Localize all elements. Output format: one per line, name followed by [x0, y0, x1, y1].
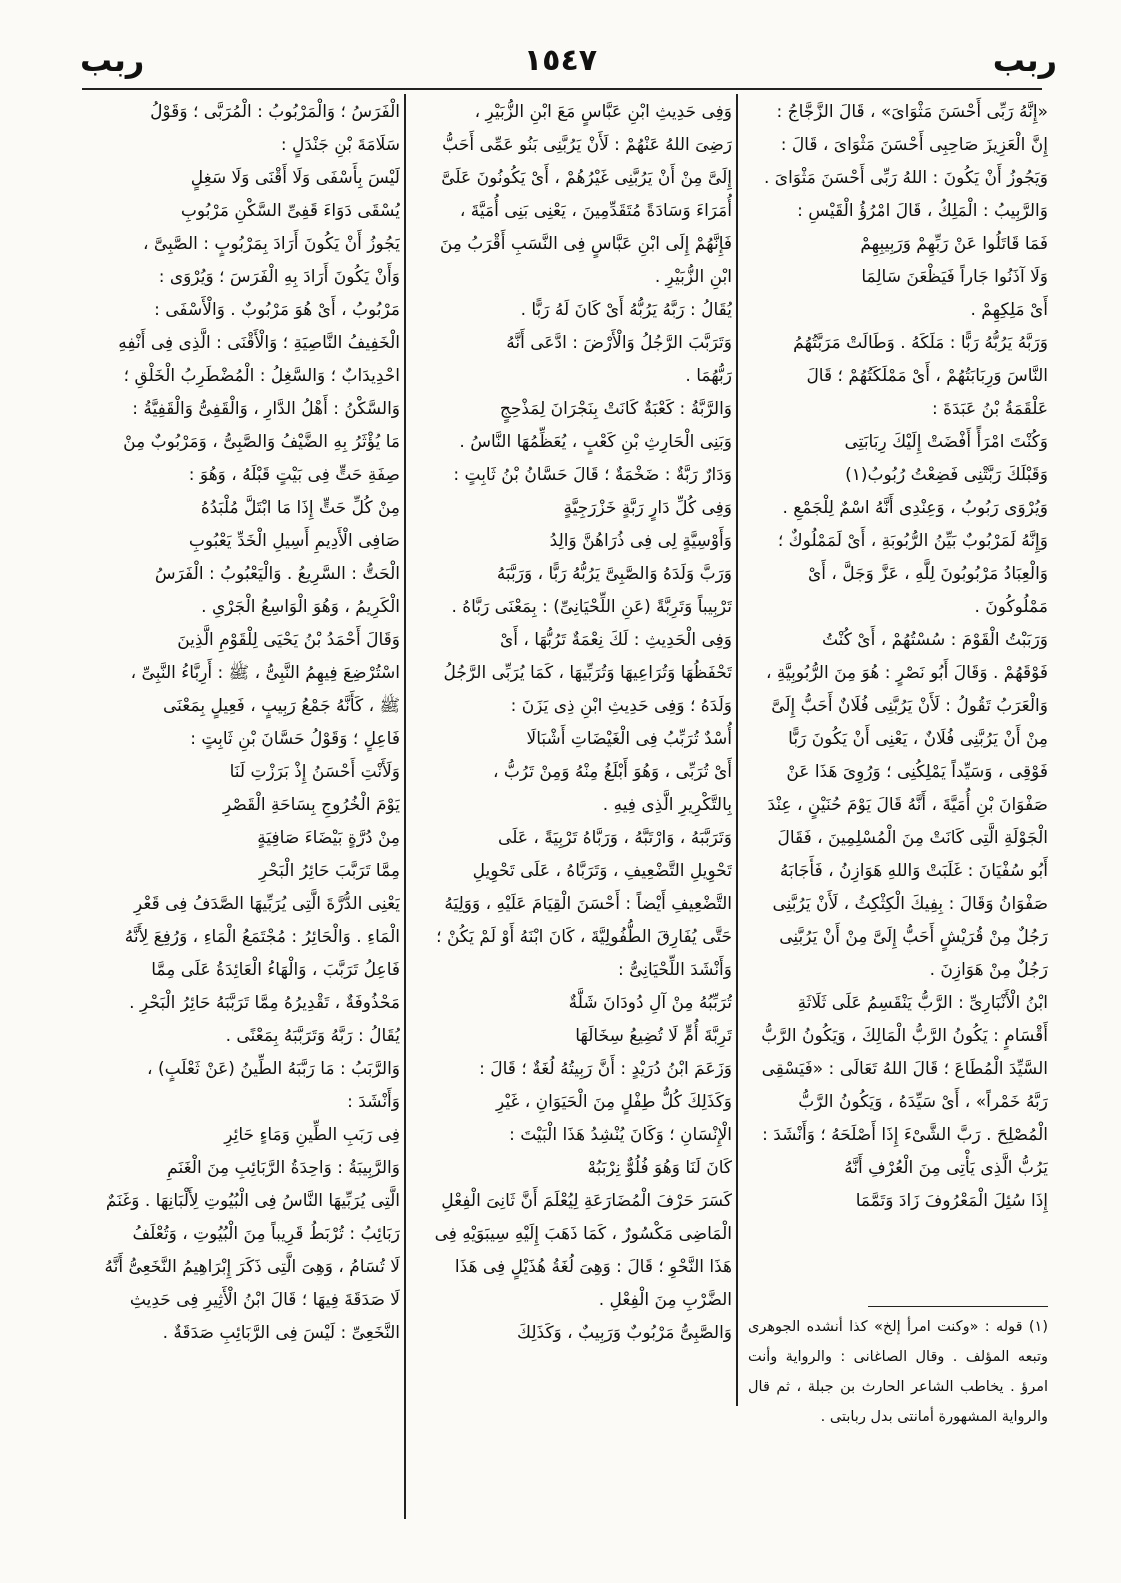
text-line: مِمَّا تَرَبَّبَ حَائِرُ الْبَحْرِ: [258, 861, 400, 881]
text-line: وَأَنْشَدَ :: [347, 1092, 400, 1112]
text-line: رَجُلٌ مِنْ هَوَازِنَ .: [929, 960, 1048, 980]
text-line: الْجَوْلَةِ الَّتِى كَانَتْ مِنَ الْمُسْلِمِينَ ، فَقَالَ: [777, 828, 1048, 848]
text-line: مَرْبُوبُ ، أَىْ هُوَ مَرْبُوبٌ . وَالْأَسْفَى :: [154, 300, 400, 320]
text-line: بِالتَّكْرِيرِ الَّذِى فِيهِ .: [602, 795, 732, 815]
text-line: كَسَرَ حَرْفَ الْمُضَارَعَةِ لِيُعْلَمَ أَنَّ ثَانِىَ الْفِعْلِ: [441, 1191, 732, 1211]
text-line: مَحْذُوفَةٌ ، تَقْدِيرُهُ مِمَّا تَرَبَّبَهُ حَائِرُ الْبَحْرِ .: [129, 993, 400, 1013]
text-line: فَوْقِى ، وَسَيِّداً يَمْلِكُنِى ؛ وَرُوِىَ هَذَا عَنْ: [786, 762, 1048, 782]
text-line: النَّخَعِىِّ : لَيْسَ فِى الرَّبَائِبِ صَدَقَةٌ .: [162, 1323, 400, 1343]
text-line: إِلَىَّ مِنْ أَنْ يَرُبَّنِى غَيْرُهُمْ ، أَىْ يَكُونُونَ عَلَىَّ: [441, 168, 732, 188]
text-line: رَبَائِبُ : تُرْبَطُ قَرِيباً مِنَ الْبُيُوتِ ، وَتُعْلَفُ: [132, 1224, 400, 1244]
text-line: وَالْعِبَادُ مَرْبُوبُونَ لِلَّهِ ، عَزَّ وَجَلَّ ، أَىْ: [807, 564, 1048, 584]
text-line: لَا صَدَقَةَ فِيهَا ؛ قَالَ ابْنُ الْأَثِيرِ فِى حَدِيثِ: [129, 1290, 400, 1310]
footnote-text: (١) قوله : «وكنت امرأ إلخ» كذا أنشده الجوهرى وتبعه المؤلف . وقال الصاغانى : والرواية وأنت امرؤ . يخاطب الشاعر الحارث بن جبلة ، ثم قال والرواية المشهورة أمانتى بدل ربابتى .: [748, 1319, 1048, 1425]
text-line: الْمَاءِ . وَالْحَائِرُ : مُجْتَمَعُ الْمَاءِ ، وَرُفِعَ لِأَنَّهُ: [124, 927, 400, 947]
text-line: تَرْبِيباً وَتَرِبَّةً (عَنِ اللِّحْيَانِىِّ) : بِمَعْنَى رَبَّاهُ .: [451, 597, 732, 617]
text-line: «إِنَّهُ رَبِّى أَحْسَنَ مَثْوَاىَ» ، قَالَ الزَّجَّاجُ :: [776, 102, 1048, 122]
text-column-right: [748, 96, 1048, 1306]
text-line: وَرَبَّ وَلَدَهُ وَالصَّبِىَّ يَرُبُّهُ رَبًّا ، وَرَبَّبَهُ: [496, 564, 732, 584]
header-root-word-right: ربب: [992, 41, 1057, 79]
text-line: فَاعِلُ تَرَبَّبَ ، وَالْهَاءُ الْعَائِدَةُ عَلَى مِمَّا: [151, 960, 400, 980]
text-line: حَتَّى يُفَارِقَ الطُّفُولِيَّةَ ، كَانَ ابْنَهُ أَوْ لَمْ يَكُنْ ؛: [436, 927, 732, 947]
footnote: [748, 1312, 1048, 1432]
header-root-word-left: ربب: [80, 41, 145, 79]
text-line: وَالْعَرَبُ تَقُولُ : لَأَنْ يَرُبَّنِى فُلَانٌ أَحَبُّ إِلَىَّ: [771, 696, 1048, 716]
text-line: إِذَا سُئِلَ الْمَعْرُوفَ زَادَ وَتَمَّمَا: [855, 1191, 1048, 1211]
text-line: صَافِى الْأَدِيمِ أَسِيلِ الْخَدِّ يَعْبُوبِ: [188, 531, 400, 551]
text-line: وَالصَّبِىُّ مَرْبُوبٌ وَرَبِيبٌ ، وَكَذَلِكَ: [517, 1323, 732, 1343]
text-line: رَبَّهُ خَمْراً» ، أَىْ سَيِّدَهُ ، وَيَكُونُ الرَّبُّ: [798, 1092, 1048, 1112]
text-line: ابْنِ الزُّبَيْرِ .: [654, 267, 732, 287]
text-line: وَقَبْلَكَ رَبَّتْنِى فَضِعْتُ رُبُوبُ(١): [845, 465, 1048, 485]
text-line: وَالسَّكْنُ : أَهْلُ الدَّارِ ، وَالْقَفِىُّ وَالْقَفِيَّةُ :: [132, 399, 400, 419]
text-line: يَعْنِى الدُّرَّةَ الَّتِى يُرَبِّيهَا الصَّدَفُ فِى قَعْرِ: [134, 894, 400, 914]
text-line: هَذَا النَّحْوِ ؛ قَالَ : وَهِىَ لُغَةُ هُذَيْلٍ فِى هَذَا: [454, 1257, 732, 1277]
text-line: وَلَدَهُ ؛ وَفِى حَدِيثِ ابْنِ ذِى يَزَنَ :: [510, 696, 732, 716]
text-line: كَانَ لَنَا وَهُوَ فُلُوٌّ نِرْبَبُهْ: [587, 1158, 732, 1178]
text-line: التَّضْعِيفِ أَيْضاً : أَحْسَنَ الْقِيَامَ عَلَيْهِ ، وَوَلِيَهُ: [444, 894, 732, 914]
text-line: عَلْقَمَةُ بْنُ عَبَدَةَ :: [931, 399, 1048, 419]
text-line: الَّتِى يُرَبِّيهَا النَّاسُ فِى الْبُيُوتِ لِأَلْبَانِهَا . وَغَنَمٌ: [105, 1191, 400, 1211]
text-line: وَفِى حَدِيثِ ابْنِ عَبَّاسٍ مَعَ ابْنِ الزُّبَيْرِ ،: [474, 102, 732, 122]
text-line: فَوْقَهُمْ . وَقَالَ أَبُو نَصْرٍ : هُوَ مِنَ الرُّبُوبِيَّةِ ،: [766, 663, 1048, 683]
text-line: فَاعِلٍ ؛ وَقَوْلُ حَسَّانَ بْنِ ثَابِتٍ :: [190, 729, 400, 749]
text-column-middle: [414, 96, 732, 1526]
text-line: وَرَبَبْتُ الْقَوْمَ : سُسْتُهُمْ ، أَىْ كُنْتُ: [821, 630, 1048, 650]
text-line: أُسْدٌ تُرَبِّبُ فِى الْغَيْضَاتِ أَشْبَالَا: [526, 729, 732, 749]
text-line: اسْتُرْضِعَ فِيهِمُ النَّبِىُّ ، ﷺ : أَرِبَّاءُ النَّبِىِّ ،: [130, 663, 400, 683]
text-line: تُرَبِّبُهُ مِنْ آلِ دُودَانَ شَلَّةٌ: [568, 993, 732, 1013]
text-line: وَيَجُوزُ أَنْ يَكُونَ : اللهُ رَبِّى أَحْسَنَ مَثْوَاىَ .: [763, 168, 1048, 188]
text-line: مِنْ دُرَّةٍ بَيْضَاءَ صَافِيَةٍ: [257, 828, 400, 848]
text-line: وَتَرَبَّبَ الرَّجُلُ وَالْأَرْضَ : ادَّعَى أَنَّهُ: [506, 333, 732, 353]
text-line: مَا يُؤْثَرُ بِهِ الضَّيْفُ وَالصَّبِىُّ ، وَمَرْبُوبٌ مِنْ: [123, 432, 400, 452]
text-line: وَفِى الْحَدِيثِ : لَكَ نِعْمَةٌ تَرُبُّهَا ، أَىْ: [499, 630, 732, 650]
text-line: رَبُّهُمَا .: [685, 366, 732, 386]
text-line: أَىْ مَلِكِهِمْ .: [970, 300, 1048, 320]
text-line: وَزَعَمَ ابْنُ دُرَيْدٍ : أَنَّ رَبِيتُهُ لُغَةٌ ؛ قَالَ :: [479, 1059, 732, 1079]
column-divider-right: [736, 94, 738, 1406]
text-column-left: [84, 96, 400, 1516]
page-number: ١٥٤٧: [523, 43, 598, 78]
text-line: تَحْفَظُهَا وَتُرَاعِيهَا وَتُرَبِّيهَا ، كَمَا يُرَبِّى الرَّجُلُ: [443, 663, 732, 683]
text-line: وَالرَّبِيبَةُ : وَاحِدَةُ الرَّبَائِبِ مِنَ الْغَنَمِ: [167, 1158, 400, 1178]
text-line: وَإِنَّهُ لَمَرْبُوبٌ بَيِّنُ الرُّبُوبَةِ ، أَىْ لَمَمْلُوكٌ ؛: [777, 531, 1048, 551]
text-line: صَفْوَانَ بْنِ أُمَيَّةَ ، أَنَّهُ قَالَ يَوْمَ حُنَيْنٍ ، عِنْدَ: [767, 795, 1048, 815]
text-line: وَالرَّبِيبُ : الْمَلِكُ ، قَالَ امْرُؤُ الْقَيْسِ :: [797, 201, 1048, 221]
text-line: يُسْقَى دَوَاءَ قَفِىِّ السَّكْنِ مَرْبُوبِ: [180, 201, 400, 221]
text-line: مِنْ أَنْ يَرُبَّنِى فُلَانٌ ، يَعْنِى أَنْ يَكُونَ رَبًّا: [788, 729, 1048, 749]
text-line: وَدَارٌ رَبَّةٌ : ضَخْمَةٌ ؛ قَالَ حَسَّانُ بْنُ ثَابِتٍ :: [453, 465, 732, 485]
text-line: السَّيِّدَ الْمُطَاعَ ؛ قَالَ اللهُ تَعَالَى : «فَيَسْقِى: [761, 1059, 1048, 1079]
header-rule: [82, 88, 1042, 90]
text-line: إِنَّ الْعَزِيزَ صَاحِبِى أَحْسَنَ مَثْوَاىَ ، قَالَ :: [780, 135, 1048, 155]
text-line: وَرَبَّهُ يَرُبُّهُ رَبًّا : مَلَكَهُ . وَطَالَتْ مَرَبَّتُهُمُ: [793, 333, 1048, 353]
column-divider-left: [404, 94, 406, 1519]
text-line: الْإِنْسَانِ ؛ وَكَانَ يُنْشِدُ هَذَا الْبَيْتَ :: [509, 1125, 732, 1145]
text-line: أَىْ تُرَبِّى ، وَهُوَ أَبْلَغُ مِنْهُ وَمِنْ تَرُبُّ ،: [492, 762, 732, 782]
text-line: أَبُو سُفْيَانَ : غَلَبَتْ وَاللهِ هَوَازِنُ ، فَأَجَابَهُ: [779, 861, 1048, 881]
text-line: ﷺ ، كَأَنَّهُ جَمْعُ رَبِيبٍ ، فَعِيلٍ بِمَعْنَى: [163, 696, 400, 716]
text-line: ابْنُ الْأَنْبَارِىِّ : الرَّبُّ يَنْقَسِمُ عَلَى ثَلَاثَةِ: [797, 993, 1048, 1013]
text-line: لَا تُسَامُ ، وَهِىَ الَّتِى ذَكَرَ إِبْرَاهِيمُ النَّخَعِىُّ أَنَّهُ: [104, 1257, 400, 1277]
text-line: سَلَامَةَ بْنِ جَنْدَلٍ :: [280, 135, 400, 155]
text-line: وَفِى كُلِّ دَارٍ رَبَّةٍ خَزْرَجِيَّةٍ: [563, 498, 732, 518]
text-line: الْحَتُّ : السَّرِيعُ . وَالْيَعْبُوبُ : الْفَرَسُ: [154, 564, 400, 584]
text-line: يَرُبُّ الَّذِى يَأْتِى مِنَ الْعُرْفِ أَنَّهُ: [844, 1158, 1048, 1178]
text-line: لَيْسَ بِأَسْفَى وَلَا أَقْنَى وَلَا سَغِلٍ: [190, 168, 400, 188]
text-line: مَمْلُوكُونَ .: [974, 597, 1048, 617]
text-line: الْمَاضِى مَكْسُورٌ ، كَمَا ذَهَبَ إِلَيْهِ سِيبَوَيْهِ فِى: [434, 1224, 732, 1244]
text-line: تَرِبَّةَ أُمٍّ لَا تُضِيعُ سِخَالَهَا: [575, 1026, 732, 1046]
text-line: رَجُلٌ مِنْ قُرَيْشٍ أَحَبُّ إِلَىَّ مِنْ أَنْ يَرُبَّنِى: [779, 927, 1048, 947]
text-line: فَإِنَّهُمْ إِلَى ابْنِ عَبَّاسٍ فِى النَّسَبِ أَقْرَبُ مِنَ: [439, 234, 732, 254]
text-line: وَبَنِى الْحَارِثِ بْنِ كَعْبٍ ، يُعَظِّمُهَا النَّاسُ .: [459, 432, 732, 452]
text-line: تَحْوِيلِ التَّضْعِيفِ ، وَتَرَبَّاهُ ، عَلَى تَحْوِيلِ: [472, 861, 732, 881]
text-line: أَقْسَامٍ : يَكُونُ الرَّبُّ الْمَالِكَ ، وَيَكُونُ الرَّبُّ: [761, 1026, 1048, 1046]
text-line: وَيُرْوَى رَبُوبُ ، وَعِنْدِى أَنَّهُ اسْمٌ لِلْجَمْعِ .: [782, 498, 1048, 518]
footnote-rule: [868, 1306, 1048, 1307]
text-line: النَّاسَ وَرِبَابَتُهُمْ ، أَىْ مَمْلَكَتُهُمْ ؛ قَالَ: [806, 366, 1048, 386]
text-line: رَضِىَ اللهُ عَنْهُمْ : لَأَنْ يَرُبَّنِى بَنُو عَمِّى أَحَبُّ: [442, 135, 732, 155]
text-line: يُقَالُ : رَبَّهُ وَتَرَبَّبَهُ بِمَعْنًى .: [225, 1026, 400, 1046]
text-line: وَأَنْشَدَ اللِّحْيَانِىُّ :: [617, 960, 732, 980]
text-line: احْدِيدَابٌ ؛ وَالسَّغِلُ : الْمُضْطَرِبُ الْخَلْقِ ؛: [123, 366, 400, 386]
text-line: وَقَالَ أَحْمَدُ بْنُ يَحْيَى لِلْقَوْمِ الَّذِينَ: [177, 630, 400, 650]
text-line: يَوْمَ الْخُرُوجِ بِسَاحَةِ الْقَصْرِ: [222, 795, 400, 815]
text-line: فِى رَبَبِ الطِّينِ وَمَاءٍ حَائِرِ: [224, 1125, 400, 1145]
text-line: الْمُصْلِحَ . رَبَّ الشَّىْءَ إِذَا أَصْلَحَهُ ؛ وَأَنْشَدَ :: [762, 1125, 1048, 1145]
text-line: وَأَوْسِيَّةٍ لِى فِى ذُرَاهُنَّ وَالِدُ: [549, 531, 732, 551]
text-line: فَمَا قَاتَلُوا عَنْ رَبِّهِمْ وَرَبِيبِهِمْ: [860, 234, 1048, 254]
text-line: وَالرَّبَّةُ : كَعْبَةٌ كَانَتْ بِنَجْرَانَ لِمَذْحِجٍ: [499, 399, 732, 419]
text-line: مِنْ كُلِّ حَتٍّ إِذَا مَا ابْتَلَّ مُلْبَدُهُ: [200, 498, 400, 518]
text-line: الضَّرْبِ مِنَ الْفِعْلِ .: [598, 1290, 732, 1310]
text-line: وَكُنْتَ امْرَأً أَفْضَتْ إِلَيْكَ رِبَابَتِى: [844, 432, 1048, 452]
text-line: الْكَرِيمُ ، وَهُوَ الْوَاسِعُ الْجَرْىِ .: [201, 597, 400, 617]
text-line: الْفَرَسُ ؛ وَالْمَرْبُوبُ : الْمُرَبَّى ؛ وَقَوْلُ: [150, 102, 400, 122]
text-line: وَتَرَبَّبَهُ ، وَارْتَبَّهُ ، وَرَبَّاهُ تَرْبِيَةً ، عَلَى: [498, 828, 732, 848]
text-line: وَالرَّبَبُ : مَا رَبَّبَهُ الطِّينُ (عَنْ ثَعْلَبٍ) ،: [147, 1059, 400, 1079]
text-line: صَفْوَانُ وَقَالَ : بِفِيكَ الْكِثْكِثُ ، لَأَنْ يَرُبَّنِى: [772, 894, 1048, 914]
text-line: يُقَالُ : رَبَّهُ يَرُبُّهُ أَىْ كَانَ لَهُ رَبًّا .: [520, 300, 732, 320]
text-line: يَجُوزُ أَنْ يَكُونَ أَرَادَ بِمَرْبُوبٍ : الصَّبِىَّ ،: [143, 234, 400, 254]
text-line: أُمَرَاءَ وَسَادَةً مُتَقَدِّمِينَ ، يَعْنِى بَنِى أُمَيَّةَ ،: [459, 201, 732, 221]
text-line: وَكَذَلِكَ كُلُّ طِفْلٍ مِنَ الْحَيَوَانِ ، غَيْرِ: [495, 1092, 732, 1112]
text-line: وَلَا آذَنُوا جَاراً فَيَظْعَنَ سَالِمَا: [861, 267, 1048, 287]
text-line: وَلَأَنْتِ أَحْسَنُ إِذْ بَرَزْتِ لَنَا: [229, 762, 400, 782]
text-line: الْخَفِيفُ النَّاصِيَةِ ؛ وَالْأَقْنَى : الَّذِى فِى أَنْفِهِ: [118, 333, 400, 353]
text-line: وَأَنْ يَكُونَ أَرَادَ بِهِ الْفَرَسَ ؛ وَيُرْوَى :: [158, 267, 400, 287]
text-line: صِفَةِ حَتٍّ فِى بَيْتٍ قَبْلَهُ ، وَهُوَ :: [188, 465, 400, 485]
